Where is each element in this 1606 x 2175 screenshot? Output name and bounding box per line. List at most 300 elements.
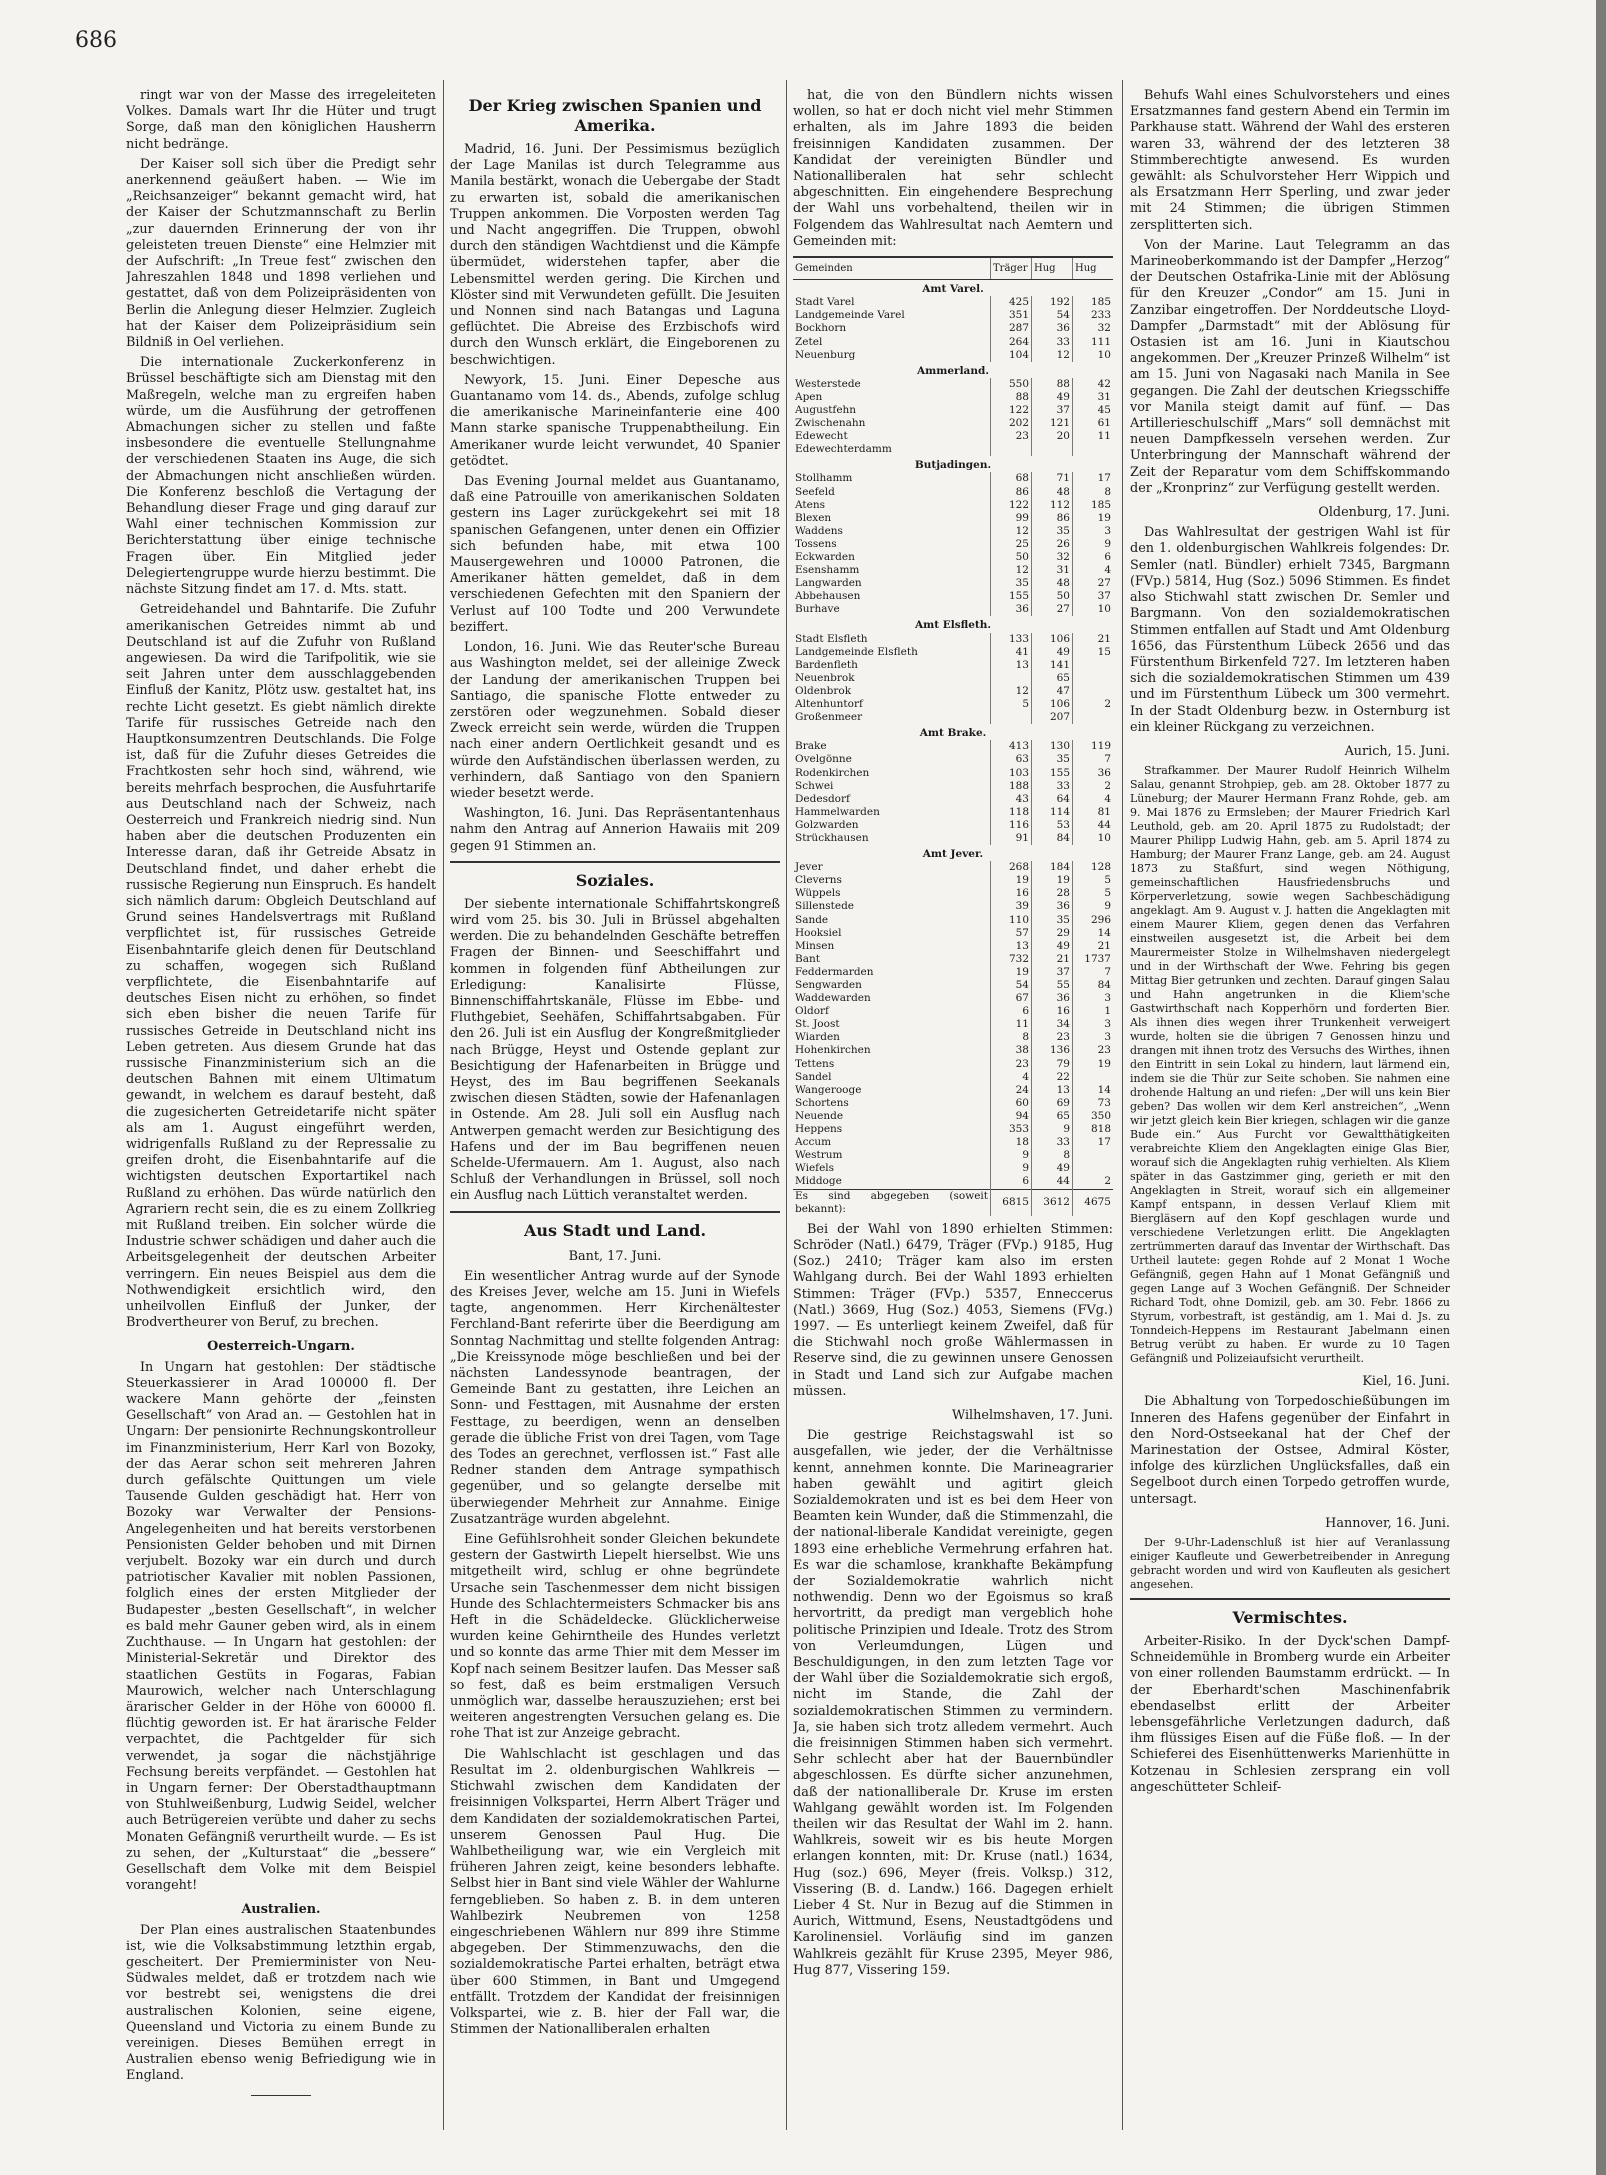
table-cell: 122 [991, 404, 1032, 417]
table-cell: 19 [991, 874, 1032, 887]
table-cell: Tossens [795, 537, 837, 550]
table-cell: Neuenbrok [795, 671, 855, 684]
paragraph: Der Plan eines australischen Staatenbundes ist, wie die Volksabstimmung letzthin ergab, gescheitert. Der Premierminister von Neu-Südwales meldet, daß er trotzdem nach wie vor bestrebt sei, wenigstens die drei australischen Kolonien, seine eigene, Queensland und Victoria zu einem Bunde zu vereinigen. Dieses Bemühen erregt in Australien ebenso wenig Befriedigung wie in England. [126, 1922, 436, 2084]
column-divider [786, 80, 787, 2130]
section-heading: Australien. [241, 1902, 321, 1918]
table-cell: 3 [1073, 1018, 1114, 1031]
table-cell: 18 [991, 1136, 1032, 1149]
paragraph: Der 9-Uhr-Ladenschluß ist hier auf Veranlassung einiger Kaufleute und Gewerbetreibender in Anregung gebracht worden und wird von Kaufleuten als gesichert angesehen. [1130, 1535, 1450, 1591]
table-cell: Waddens [795, 524, 843, 537]
table-cell: 49 [1032, 940, 1073, 953]
table-cell: 36 [1032, 992, 1073, 1005]
table-cell: 39 [991, 900, 1032, 913]
table-total-row [793, 1189, 1113, 1216]
table-cell: 61 [1073, 417, 1114, 430]
table-cell [1032, 443, 1073, 456]
table-cell: 4 [991, 1071, 1032, 1084]
table-cell: Landgemeinde Elsfleth [795, 645, 918, 658]
table-row [793, 525, 1113, 538]
table-cell: 413 [991, 740, 1032, 753]
table-cell: 49 [1032, 391, 1073, 404]
table-cell: 36 [991, 603, 1032, 616]
table-cell: Dedesdorf [795, 792, 850, 805]
table-cell: 54 [1032, 309, 1073, 322]
section-rule [1130, 1598, 1450, 1600]
table-section-title: Ammerland. [916, 364, 989, 377]
table-row [793, 430, 1113, 443]
table-cell: 16 [991, 887, 1032, 900]
paragraph: ringt war von der Masse des irregeleiteten Volkes. Damals wart Ihr die Hüter und trugt Sorge, daß man den königlichen Hausherrn nicht bedränge. [126, 88, 436, 152]
table-cell: Accum [795, 1136, 832, 1149]
table-row [793, 874, 1113, 887]
table-cell: 27 [1073, 577, 1114, 590]
table-cell: 112 [1032, 499, 1073, 512]
table-cell: 37 [1032, 966, 1073, 979]
table-cell: 24 [991, 1084, 1032, 1097]
table-cell: 17 [1073, 1136, 1114, 1149]
dateline: Hannover, 16. Juni. [1325, 1515, 1450, 1531]
table-row [793, 1123, 1113, 1136]
table-cell: Altenhuntorf [795, 698, 863, 711]
dateline: Bant, 17. Juni. [568, 1248, 662, 1264]
table-cell [991, 711, 1032, 724]
table-row [793, 672, 1113, 685]
table-row [793, 1084, 1113, 1097]
paragraph: hat, die von den Bündlern nichts wissen wollen, so hat er doch nicht viel mehr Stimmen erhalten, als im Jahre 1893 die beiden freisinnigen Kandidaten zusammen. Der Kandidat der vereinigten Bündler und Nationalliberalen hat sehr schlecht abgeschnitten. Ein eingehendere Besprechung der Wahl uns vorbehaltend, theilen wir in Folgendem das Wahlresultat nach Aemtern und Gemeinden mit: [793, 88, 1113, 249]
table-cell: Schortens [795, 1096, 849, 1109]
table-cell: 11 [991, 1018, 1032, 1031]
table-total-cell: 6815 [991, 1189, 1032, 1216]
table-row [793, 966, 1113, 979]
table-cell: 16 [1032, 1005, 1073, 1018]
table-cell: 8 [991, 1031, 1032, 1044]
table-cell: Strückhausen [795, 831, 869, 844]
article-heading: Aus Stadt und Land. [523, 1220, 707, 1240]
table-cell: 296 [1073, 914, 1114, 927]
paragraph: Bei der Wahl von 1890 erhielten Stimmen: Schröder (Natl.) 6479, Träger (FVp.) 9185, Hug (Soz.) 2410; Träger kam also im ersten Wahlgang durch. Bei der Wahl 1893 erhielten Stimmen: Träger (FVp.) 5357, Enneccerus (Natl.) 3669, Hug (Soz.) 4053, Siemens (FVg.) 1997. — Es unterliegt keinem Zweifel, daß für die Stichwahl noch große Wählermassen in Reserve sind, die zu gewinnen unsere Genossen in Stadt und Land sich zur Aufgabe machen müssen. [793, 1221, 1113, 1399]
table-section-title: Butjadingen. [914, 459, 992, 472]
table-header-row [793, 257, 1113, 280]
table-section-title: Amt Elsfleth. [914, 619, 992, 632]
table-cell: 23 [1073, 1044, 1114, 1057]
table-row [793, 577, 1113, 590]
table-cell: Blexen [795, 511, 832, 524]
table-cell: Atens [795, 498, 825, 511]
table-cell: 21 [1073, 633, 1114, 646]
table-cell: 21 [1073, 940, 1114, 953]
table-cell: 4 [1073, 793, 1114, 806]
table-cell: 35 [1032, 753, 1073, 766]
table-cell: 7 [1073, 966, 1114, 979]
table-cell: Rodenkirchen [795, 766, 870, 779]
table-cell: 103 [991, 767, 1032, 780]
table-cell: 116 [991, 819, 1032, 832]
table-row [793, 887, 1113, 900]
table-cell: 36 [1032, 322, 1073, 335]
column-3 [793, 88, 1113, 2128]
table-cell: Brake [795, 740, 827, 753]
table-cell: 68 [991, 472, 1032, 485]
table-cell: 47 [1032, 685, 1073, 698]
table-cell [991, 443, 1032, 456]
table-cell: 63 [991, 753, 1032, 766]
table-row [793, 914, 1113, 927]
table-cell: 268 [991, 861, 1032, 874]
table-cell: 128 [1073, 861, 1114, 874]
table-row [793, 1071, 1113, 1084]
table-section-row [793, 724, 1113, 740]
table-cell: 110 [991, 914, 1032, 927]
table-row [793, 336, 1113, 349]
dateline: Kiel, 16. Juni. [1362, 1374, 1450, 1390]
table-cell: 111 [1073, 336, 1114, 349]
table-cell: 185 [1073, 296, 1114, 309]
table-row [793, 927, 1113, 940]
column-4 [1130, 88, 1450, 2128]
table-cell: Seefeld [795, 485, 835, 498]
table-cell: 119 [1073, 740, 1114, 753]
table-row [793, 900, 1113, 913]
table-cell: Hammelwarden [795, 805, 880, 818]
table-cell [1073, 711, 1114, 724]
table-cell: 50 [1032, 590, 1073, 603]
table-row [793, 979, 1113, 992]
table-cell: 130 [1032, 740, 1073, 753]
table-row [793, 472, 1113, 485]
table-row [793, 659, 1113, 672]
table-cell: 3 [1073, 1031, 1114, 1044]
article-heading: Der Krieg zwischen Spanien und Amerika. [468, 96, 762, 135]
table-cell: 14 [1073, 927, 1114, 940]
table-cell: 73 [1073, 1097, 1114, 1110]
table-cell: 141 [1032, 659, 1073, 672]
table-cell: 84 [1032, 832, 1073, 845]
table-cell: 19 [1073, 1058, 1114, 1071]
table-cell: 32 [1032, 551, 1073, 564]
table-cell: St. Joost [795, 1018, 840, 1031]
table-cell: 114 [1032, 806, 1073, 819]
table-cell: Bardenfleth [795, 658, 858, 671]
table-cell: 27 [1032, 603, 1073, 616]
paragraph: Strafkammer. Der Maurer Rudolf Heinrich Wilhelm Salau, genannt Strohpiep, geb. am 28. Oktober 1877 zu Lüneburg; der Maurer Hermann Franz Rohde, geb. am 9. Mai 1876 zu Ermsleben; der Maurer Friedrich Karl Leuthold, geb. am 20. April 1875 zu Rudolstadt; der Maurer Philipp Ludwig Hahn, geb. am 5. April 1874 zu Hamburg; der Maurer Franz Lange, geb. am 24. August 1873 zu Staßfurt, sind wegen Nöthigung, gemeinschaftlichen Hausfriedensbruchs und Körperverletzung, sowie wegen Sachbeschädigung angeklagt. Am 9. August v. J. hatten die Angeklagten mit einem Maurer Kliem, gegen denen das Verfahren einstweilen ausgesetzt ist, die Arbeit bei dem Maurermeister Stolze in Wilhelmshaven niedergelegt und in der Wirthschaft der Wwe. Fehring bis gegen Mittag Bier getrunken und zechten. Darauf gingen Salau und Hahn angetrunken in die Kliem'sche Gastwirthschaft nach Kopperhörn und forderten Bier. Als ihnen dies wegen ihrer Trunkenheit verweigert wurde, holten sie die übrigen 7 Genossen hinzu und drangen mit ihnen trotz des Versuchs des Wirthes, ihnen den Eintritt in sein Lokal zu hindern, laut lärmend ein, indem sie die Thür zur Seite schoben. Sie nahmen eine drohende Haltung an und riefen: „Der will uns kein Bier geben? Das wollen wir dem Kerl anstreichen“, „Wenn wir jetzt gleich kein Bier kriegen, schlagen wir die ganze Bude ein.“ Aus Furcht vor Gewaltthätigkeiten verabreichte Kliem den Angeklagten einige Glas Bier, worauf sich die Angeklagten ruhig verhielten. Als Kliem später in das Gastzimmer ging, gerieth er mit den Angeklagten in Streit, worauf sich ein allgemeiner Kampf entspann, in dessen Verlauf Kliem mit Biergläsern auf den Kopf geschlagen wurde und verschiedene Verletzungen erlitt. Die Angeklagten zertrümmerten darauf das Inventar der Wirthschaft. Das Urtheil lautete: gegen Rohde auf 2 Monat 1 Woche Gefängniß, gegen Hahn auf 1 Monat Gefängniß und gegen Lange auf 3 Wochen Gefängniß. Der Schneider Richard Todt, ohne Domizil, geb. am 30. Febr. 1866 zu Styrum, vorbestraft, ist geständig, am 1. Mai d. Js. zu Tonndeich-Heppens im Restaurant Jabelmann einen Betrug verübt zu haben. Er wurde zu 10 Tagen Gefängniß und Polizeiaufsicht verurtheilt. [1130, 764, 1450, 1366]
table-cell [991, 672, 1032, 685]
table-cell: 43 [991, 793, 1032, 806]
dateline: Aurich, 15. Juni. [1344, 743, 1450, 759]
table-cell: 6 [1073, 551, 1114, 564]
table-row [793, 819, 1113, 832]
table-cell: 37 [1032, 404, 1073, 417]
column-divider [1122, 80, 1123, 2130]
page-number: 686 [75, 28, 117, 53]
table-row [793, 603, 1113, 616]
table-row [793, 1175, 1113, 1189]
table-cell: 425 [991, 296, 1032, 309]
table-cell: 184 [1032, 861, 1073, 874]
table-cell: 33 [1032, 780, 1073, 793]
table-cell: Landgemeinde Varel [795, 309, 905, 322]
table-cell: 41 [991, 646, 1032, 659]
table-cell: 353 [991, 1123, 1032, 1136]
table-cell: 10 [1073, 349, 1114, 362]
table-row [793, 793, 1113, 806]
table-cell: 49 [1032, 646, 1073, 659]
table-total-cell: 3612 [1032, 1189, 1073, 1216]
table-row [793, 1162, 1113, 1175]
table-cell: 350 [1073, 1110, 1114, 1123]
table-cell: 133 [991, 633, 1032, 646]
paragraph: Der siebente internationale Schiffahrtskongreß wird vom 25. bis 30. Juli in Brüssel abgehalten werden. Die zu behandelnden Geschäfte betreffen Fragen der Binnen- und Seeschiffahrt und kommen in folgenden fünf Abtheilungen zur Erledigung: Kanalisirte Flüsse, Binnenschiffahrtskanäle, Flüsse im Ebbe- und Fluthgebiet, Seehäfen, Schiffahrtsabgaben. Für den 26. Juli ist ein Ausflug der Kongreßmitglieder nach Brügge, Heyst und Ostende geplant zur Besichtigung der Hafenarbeiten in Brügge und Heyst, des im Bau begriffenen Seekanals zwischen diesen Städten, sowie der Hafenanlagen in Ostende. Am 28. Juli soll ein Ausflug nach Antwerpen gemacht werden zur Besichtigung des Hafens und der im Bau begriffenen neuen Schelde-Ufermauern. Am 1. August, also nach Schluß der Verhandlungen in Brüssel, soll noch ein Ausflug nach Lüttich veranstaltet werden. [450, 896, 780, 1204]
table-cell: 44 [1032, 1175, 1073, 1189]
table-cell: Neuenburg [795, 348, 856, 361]
table-cell: 233 [1073, 309, 1114, 322]
table-cell: 57 [991, 927, 1032, 940]
table-cell: Bant [795, 952, 820, 965]
table-cell: 104 [991, 349, 1032, 362]
table-cell: Sillenstede [795, 900, 855, 913]
table-cell [1073, 1071, 1114, 1084]
table-cell: 19 [991, 966, 1032, 979]
table-cell: Wangerooge [795, 1083, 862, 1096]
article-heading: Soziales. [575, 870, 655, 890]
section-heading: Oesterreich-Ungarn. [207, 1339, 355, 1355]
table-cell: Wiarden [795, 1031, 840, 1044]
table-row [793, 806, 1113, 819]
table-cell: 155 [991, 590, 1032, 603]
table-cell: 88 [1032, 378, 1073, 391]
table-cell: 550 [991, 378, 1032, 391]
table-cell: 1737 [1073, 953, 1114, 966]
table-row [793, 767, 1113, 780]
table-cell: Großenmeer [795, 711, 863, 724]
table-cell: Bockhorn [795, 322, 847, 335]
table-cell: 7 [1073, 753, 1114, 766]
table-row [793, 685, 1113, 698]
table-cell [1073, 1149, 1114, 1162]
table-cell: Sengwarden [795, 979, 862, 991]
table-row [793, 309, 1113, 322]
table-row [793, 753, 1113, 766]
table-cell: 36 [1073, 767, 1114, 780]
paragraph: Das Wahlresultat der gestrigen Wahl ist für den 1. oldenburgischen Wahlkreis folgendes: Dr. Semler (natl. Bündler) erhielt 7345, Bargmann (FVp.) 5814, Hug (Soz.) 5096 Stimmen. Es findet also Stichwahl statt zwischen Dr. Semler und Bargmann. Von den sozialdemokratischen Stimmen entfallen auf Stadt und Amt Oldenburg 1656, das Fürstenthum Lübeck 2656 und das Fürstenthum Birkenfeld 727. Im letzteren haben sich die sozialdemokratischen Stimmen um 439 und im Fürstenthum Lübeck um 300 vermehrt. In der Stadt Oldenburg bezw. in Osternburg ist ein kleiner Rückgang zu verzeichnen. [1130, 525, 1450, 735]
table-cell: 65 [1032, 1110, 1073, 1123]
table-cell: Oldorf [795, 1005, 829, 1018]
table-cell: 6 [991, 1175, 1032, 1189]
table-cell [1073, 685, 1114, 698]
paragraph: Das Evening Journal meldet aus Guantanamo, daß eine Patrouille von amerikanischen Soldaten gestern ins Lager zurückgekehrt sei mit 18 spanischen Gefangenen, unter denen ein Offizier sich befunden habe, mit etwa 100 Mausergewehren und 10000 Patronen, die Amerikaner hätten gemeldet, daß in dem verschiedenen Gefechten mit den Spaniern der Verlust auf 100 Todte und 200 Verwundete beziffert. [450, 474, 780, 635]
table-cell: 9 [1032, 1123, 1073, 1136]
paragraph: Die gestrige Reichstagswahl ist so ausgefallen, wie jeder, der die Verhältnisse kennt, annehmen konnte. Die Marineagrarier haben gewählt und agitirt gleich Sozialdemokraten und ist es bei dem Heer von Beamten kein Wunder, daß die Stimmenzahl, die der national-liberale Kandidat vereinigte, gegen 1893 eine erhebliche Vermehrung erfahren hat. Es war die schamlose, krankhafte Bekämpfung der Sozialdemokratie wahrlich nicht nothwendig. Denn wo der Egoismus so kraß hervortritt, da predigt man vergeblich hohe politische Prinzipien und Ideale. Trotz des Strom von Verleumdungen, Lügen und Beschuldigungen, in den zum letzten Tage vor der Wahl über die Sozialdemokratie sich ergoß, nicht im Stande, die Zahl der sozialdemokratischen Stimmen zu vermindern. Ja, sie haben sich trotz alledem vermehrt. Auch die freisinnigen Stimmen haben sich vermehrt. Sehr schlecht aber hat der Bauernbündler abgeschlossen. Es dürfte sicher anzunehmen, daß der nationalliberale Dr. Kruse im ersten Wahlgang gewählt worden ist. Im Folgenden theilen wir das Resultat der Wahl im 2. hann. Wahlkreis, soweit wir es bis heute Morgen erlangen konnten, mit: Dr. Kruse (natl.) 1634, Hug (soz.) 696, Meyer (freis. Volksp.) 312, Vissering (B. d. Landw.) 166. Dagegen erhielt Lieber 4 St. Nur in Bezug auf die Stimmen in Aurich, Wittmund, Esens, Neustadtgödens und Karolinensiel. Vorläufig sind im ganzen Wahlkreis gezählt für Kruse 2395, Meyer 986, Hug 877, Vissering 159. [793, 1428, 1113, 1978]
table-section-title: Amt Brake. [919, 727, 987, 740]
table-cell: Golzwarden [795, 818, 859, 831]
table-cell: 36 [1032, 900, 1073, 913]
table-row [793, 780, 1113, 793]
table-cell: Jever [795, 861, 823, 874]
table-cell: Westerstede [795, 377, 861, 390]
table-cell: 32 [1073, 322, 1114, 335]
table-cell: 818 [1073, 1123, 1114, 1136]
dateline: Oldenburg, 17. Juni. [1318, 505, 1450, 521]
table-cell: Sande [795, 913, 829, 926]
table-cell: Heppens [795, 1123, 843, 1136]
table-cell: 9 [991, 1149, 1032, 1162]
table-cell: 94 [991, 1110, 1032, 1123]
table-row [793, 1149, 1113, 1162]
table-cell: 35 [1032, 914, 1073, 927]
table-cell: Esenshamm [795, 564, 860, 577]
paragraph: Washington, 16. Juni. Das Repräsentantenhaus nahm den Antrag auf Annerion Hawaiis mit 209 gegen 91 Stimmen an. [450, 806, 780, 854]
table-cell: 34 [1032, 1018, 1073, 1031]
table-cell: 2 [1073, 698, 1114, 711]
table-cell: 4 [1073, 564, 1114, 577]
table-row [793, 296, 1113, 309]
table-cell: 35 [1032, 525, 1073, 538]
table-section-row [793, 616, 1113, 632]
table-cell: 5 [991, 698, 1032, 711]
table-cell: Westrum [795, 1149, 843, 1162]
table-cell: 15 [1073, 646, 1114, 659]
table-row [793, 1031, 1113, 1044]
table-row [793, 322, 1113, 335]
table-cell: 25 [991, 538, 1032, 551]
table-cell: 13 [991, 659, 1032, 672]
table-cell: 91 [991, 832, 1032, 845]
table-cell: 84 [1073, 979, 1114, 992]
paragraph: Von der Marine. Laut Telegramm an das Marineoberkommando ist der Dampfer „Herzog“ der Deutschen Ostafrika-Linie mit der Ablösung für den Kreuzer „Condor“ am 15. Juni in Zanzibar eingetroffen. Der Norddeutsche Lloyd-Dampfer „Darmstadt“ mit der Ablösung für Ostasien ist am 16. Juni in Kiautschou angekommen. Der „Kreuzer Prinzeß Wilhelm“ ist am 15. Juni von Nagasaki nach Manila in See gegangen. Die Zahl der deutschen Kriegsschiffe vor Manila steigt damit auf fünf. — Das Artillerieschulschiff „Mars“ soll demnächst mit neuen Dampfkesseln versehen werden. Zur Unterbringung der Mannschaft während der Zeit der Reparatur vom dem Schiffskommando der „Kronprinz“ zur Verfügung gestellt werden. [1130, 237, 1450, 496]
table-row [793, 1110, 1113, 1123]
table-cell: 8 [1032, 1149, 1073, 1162]
table-cell: Edewechterdamm [795, 443, 892, 456]
table-cell: Wiefels [795, 1162, 835, 1175]
table-cell: 19 [1032, 874, 1073, 887]
table-cell: 33 [1032, 1136, 1073, 1149]
table-cell: 12 [991, 564, 1032, 577]
table-cell: 155 [1032, 767, 1073, 780]
table-cell: 69 [1032, 1097, 1073, 1110]
table-cell: Eckwarden [795, 551, 855, 563]
table-cell: Langwarden [795, 577, 862, 590]
table-cell: 188 [991, 780, 1032, 793]
table-cell: 44 [1073, 819, 1114, 832]
table-cell: 23 [991, 1058, 1032, 1071]
table-cell: Abbehausen [795, 590, 861, 603]
paragraph: Newyork, 15. Juni. Einer Depesche aus Guantanamo vom 14. ds., Abends, zufolge schlug die amerikanische Marineinfanterie eine 400 Mann starke spanische Truppenabtheilung. Ein Amerikaner wurde leicht verwundet, 40 Spanier getödtet. [450, 372, 780, 469]
table-row [793, 391, 1113, 404]
table-cell: 287 [991, 322, 1032, 335]
table-cell: 5 [1073, 887, 1114, 900]
table-section-row [793, 280, 1113, 297]
table-cell: 20 [1032, 430, 1073, 443]
table-cell: 122 [991, 499, 1032, 512]
table-cell: 26 [1032, 538, 1073, 551]
table-cell: Minsen [795, 939, 835, 952]
table-row [793, 538, 1113, 551]
table-cell: 50 [991, 551, 1032, 564]
table-header-cell: Hug [1032, 257, 1073, 280]
paragraph: Die Wahlschlacht ist geschlagen und das Resultat im 2. oldenburgischen Wahlkreis — Stichwahl zwischen dem Kandidaten der freisinnigen Volkspartei, Herrn Albert Träger und dem Kandidaten der sozialdemokratischen Partei, unserem Genossen Paul Hug. Die Wahlbetheiligung war, wie ein Vergleich mit früheren Jahren zeigt, keine besonders lebhafte. Selbst hier in Bant sind viele Wähler der Wahlurne ferngeblieben. So haben z. B. in dem unteren Wahlbezirk Neubremen von 1258 eingeschriebenen Wählern nur 899 ihre Stimme abgegeben. Der Stimmenzuwachs, den die sozialdemokratische Partei erhalten, beträgt etwa über 600 Stimmen, in Bant und Umgegend entfällt. Trotzdem der Kandidat der freisinnigen Volkspartei, wie z. B. hier der Fall war, die Stimmen der Nationalliberalen erhalten [450, 1746, 780, 2038]
table-cell: Feddermarden [795, 965, 874, 978]
table-row [793, 564, 1113, 577]
table-cell: Hooksiel [795, 926, 842, 939]
table-row [793, 861, 1113, 874]
table-cell: 42 [1073, 378, 1114, 391]
table-total-cell: 4675 [1073, 1189, 1114, 1216]
table-row [793, 590, 1113, 603]
table-cell: Wüppels [795, 887, 841, 900]
table-cell: 9 [991, 1162, 1032, 1175]
column-divider [443, 80, 444, 2130]
paragraph: London, 16. Juni. Wie das Reuter'sche Bureau aus Washington meldet, sei der alleinige Zweck der Landung der amerikanischen Truppen bei Santiago, die spanische Flotte entweder zu zerstören oder wegzunehmen. Sobald dieser Zweck erreicht sein werde, würden die Truppen nach einer andern Oertlichkeit gesandt und es würde den Aufständischen überlassen werden, zu verhindern, daß Santiago von den Spaniern wieder besetzt werde. [450, 640, 780, 801]
table-cell: 29 [1032, 927, 1073, 940]
table-cell: 732 [991, 953, 1032, 966]
paragraph: Die internationale Zuckerkonferenz in Brüssel beschäftigte sich am Dienstag mit den Maßregeln, welche man zu ergreifen haben würde, um die Ausführung der getroffenen Abmachungen sicher zu stellen und faßte insbesondere die eventuelle Stellungnahme der verschiedenen Staaten ins Auge, die sich der Abmachungen nicht anschließen würden. Die Konferenz beschloß die Vertagung der Behandlung dieser Frage und ging darauf zur Wahl einer technischen Kommission zur Berichterstattung über einige technische Fragen über. Ein Mitglied jeder Delegiertengruppe wurde hierzu bestimmt. Die nächste Sitzung findet am 17. d. Mts. statt. [126, 355, 436, 598]
table-cell: Sandel [795, 1070, 832, 1083]
table-cell: 8 [1073, 486, 1114, 499]
table-cell: 136 [1032, 1044, 1073, 1057]
table-cell: Augustfehn [795, 403, 857, 416]
table-cell: 88 [991, 391, 1032, 404]
table-row [793, 404, 1113, 417]
table-cell: 185 [1073, 499, 1114, 512]
table-cell: Zetel [795, 335, 823, 348]
table-row [793, 740, 1113, 753]
table-cell: Oldenbrok [795, 684, 852, 697]
table-cell: Zwischenahn [795, 417, 866, 430]
table-cell: Hohenkirchen [795, 1044, 871, 1057]
dateline: Wilhelmshaven, 17. Juni. [952, 1407, 1113, 1423]
page-edge [1596, 0, 1606, 2175]
table-cell: 23 [991, 430, 1032, 443]
table-cell: 81 [1073, 806, 1114, 819]
table-row [793, 1136, 1113, 1149]
table-cell: 6 [991, 1005, 1032, 1018]
table-cell: 10 [1073, 832, 1114, 845]
table-cell: 22 [1032, 1071, 1073, 1084]
table-cell: 45 [1073, 404, 1114, 417]
table-cell: 14 [1073, 1084, 1114, 1097]
column-1 [126, 88, 436, 2128]
table-row [793, 512, 1113, 525]
table-header-cell: Träger [991, 257, 1032, 280]
table-cell: 264 [991, 336, 1032, 349]
table-row [793, 1058, 1113, 1071]
table-total-label: Es sind abgegeben (soweit bekannt): [793, 1189, 991, 1216]
table-cell: 207 [1032, 711, 1073, 724]
article-heading: Vermischtes. [1232, 1607, 1348, 1627]
table-header-cell: Gemeinden [793, 257, 991, 280]
table-cell: Burhave [795, 603, 840, 616]
table-cell: 86 [991, 486, 1032, 499]
table-cell: 2 [1073, 780, 1114, 793]
paragraph: Ein wesentlicher Antrag wurde auf der Synode des Kreises Jever, welche am 15. Juni in Wiefels tagte, angenommen. Herr Kirchenältester Ferchland-Bant referirte über die Beerdigung am Sonntag Nachmittag und stellte folgenden Antrag: „Die Kreissynode möge beschließen und bei der nächsten Landessynode beantragen, der Gemeinde Bant zu gestatten, ihre Leichen an Sonn- und Festtagen, mit Ausnahme der ersten Festtage, zu beerdigen, wenn an denselben gerade die übliche Frist von drei Tagen, vom Tage des Todes an gerechnet, verflossen ist.“ Fast alle Redner standen dem Antrage sympathisch gegenüber, und so gelangte derselbe mit überwiegender Mehrheit zur Annahme. Einige Zusatzanträge wurden abgelehnt. [450, 1268, 780, 1527]
table-row [793, 832, 1113, 845]
table-row [793, 646, 1113, 659]
table-row [793, 378, 1113, 391]
table-cell: Waddewarden [795, 992, 871, 1005]
table-row [793, 940, 1113, 953]
table-cell: 121 [1032, 417, 1073, 430]
table-cell [1073, 659, 1114, 672]
table-cell: 54 [991, 979, 1032, 992]
table-cell: 202 [991, 417, 1032, 430]
table-cell: 13 [1032, 1084, 1073, 1097]
table-cell: Middoge [795, 1175, 842, 1188]
paragraph: Getreidehandel und Bahntarife. Die Zufuhr amerikanischen Getreides nimmt ab und Deutschland ist auf die Zufuhr von Rußland angewiesen. Da wird die Tarifpolitik, wie sie seit Jahren unter dem ausschlaggebenden Einfluß der Kanitz, Plötz usw. gestaltet hat, ins rechte Licht gesetzt. Es giebt nämlich direkte Tarife für russisches Getreide nach den Hauptkonsumzentren Deutschlands. Die Folge ist, daß für die Zufuhr dieses Getreides die Frachtkosten sehr hoch sind, während, wie bereits mehrfach besprochen, die Ausfuhrtarife aus Deutschland nach der Schweiz, nach Oesterreich und Frankreich niedrig sind. Nun haben aber die deutschen Produzenten ein Interesse daran, daß ihr Getreide Absatz in Deutschland findet, und daher erhebt die russische Regierung nun Einspruch. Es handelt sich nämlich darum: Obgleich Deutschland auf Grund seines Handelsvertrags mit Rußland verpflichtet ist, für russisches Getreide Eisenbahntarife gleich denen für Deutschland zu schaffen, wogegen sich Rußland verpflichtete, die Eisenbahntarife auf deutsches Eisen nicht zu erhöhen, so findet sich eben bisher die neuen Tarife für russisches Getreide in Deutschland nicht ins Leben getreten. Aus diesem Grunde hat das russische Finanzministerium sich an die deutschen Bahnen mit einem Ultimatum gewandt, in welchem es darauf besteht, daß die zugesicherten Getreidetarife nicht später als am 1. August eingeführt werden, widrigenfalls Rußland zu der Repressalie zu greifen droht, die Eisenbahntarife auf die wichtigsten deutschen Exportartikel nach Rußland zu erhöhen. Das würde natürlich den Agrariern recht sein, die es zu einem Zollkrieg mit Rußland treiben. Ein solcher würde die Industrie schwer schädigen und daher auch die Arbeitsgelegenheit der deutschen Arbeiter verringern. Ein neues Beispiel aus dem die Nothwendigkeit ersichtlich wird, den unheilvollen Einfluß der Junker, der Brodvertheurer von Beruf, zu brechen. [126, 602, 436, 1331]
table-row [793, 992, 1113, 1005]
table-section-row [793, 362, 1113, 378]
table-cell: 48 [1032, 486, 1073, 499]
table-cell [1073, 443, 1114, 456]
table-cell: 351 [991, 309, 1032, 322]
